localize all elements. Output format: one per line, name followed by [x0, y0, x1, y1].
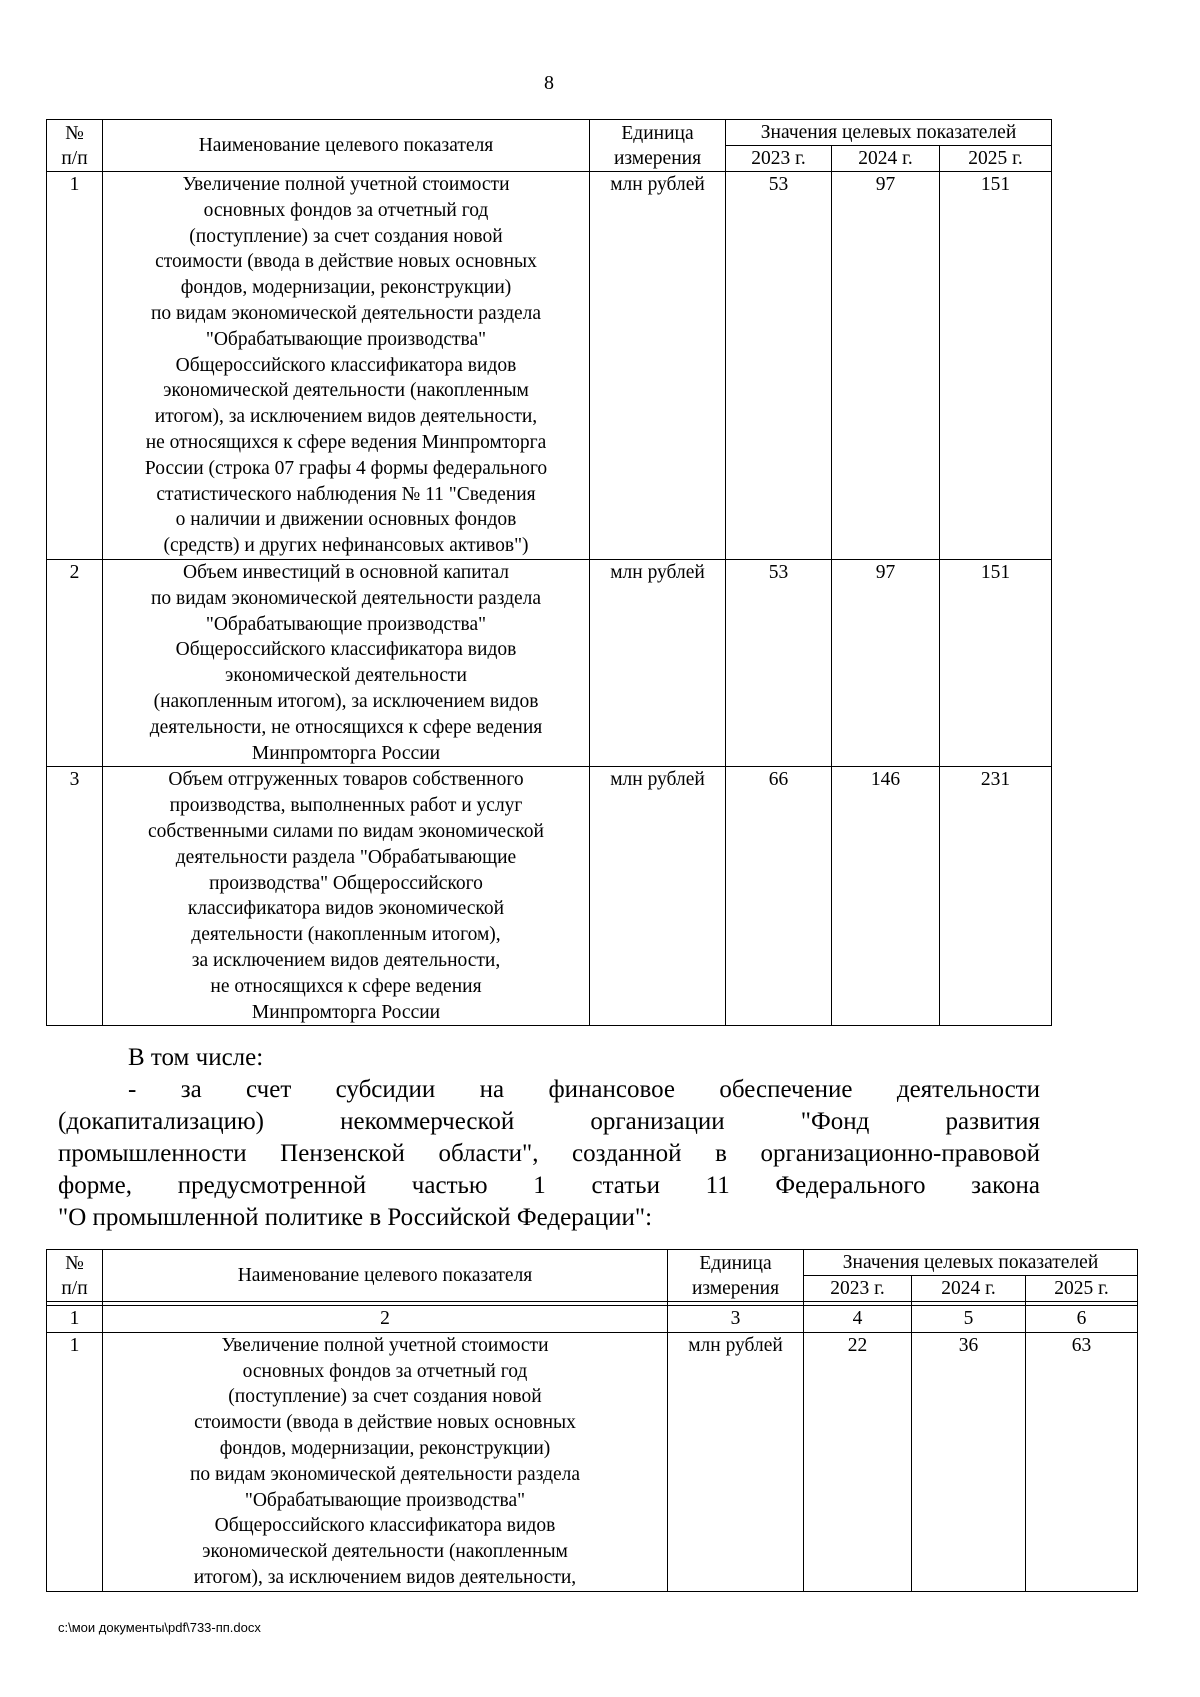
- paragraph-line: промышленности Пензенской области", созданной в организационно-правовой: [58, 1140, 1040, 1167]
- table-row: [47, 559, 1052, 766]
- header-year-2024: 2024 г.: [912, 1276, 1026, 1302]
- row-unit: млн рублей: [668, 1332, 804, 1591]
- target-indicators-table: [46, 119, 1052, 1026]
- row-value-2023: 53: [726, 172, 832, 560]
- header-year-2023: 2023 г.: [804, 1276, 912, 1302]
- row-unit: млн рублей: [590, 172, 726, 560]
- row-value-2025: 63: [1026, 1332, 1138, 1591]
- table-row: [47, 172, 1052, 560]
- header-year-2025: 2025 г.: [940, 146, 1052, 172]
- row-num: 2: [47, 559, 103, 766]
- table-row: [47, 1332, 1138, 1591]
- column-number: 6: [1026, 1306, 1138, 1333]
- row-name: Увеличение полной учетной стоимости основных фондов за отчетный год (поступление) за счет создания новой стоимости (ввода в действие новых основных фондов, модернизации, реконструкции) по видам экономической деятельности раздела "Обрабатывающие производства" Общероссийского классификатора видов экономической деятельности (накопленным итогом), за исключением видов деятельности,: [103, 1332, 668, 1591]
- table-header-row: [47, 120, 1052, 146]
- row-value-2025: 231: [940, 767, 1052, 1026]
- subsidy-indicators-table: [46, 1249, 1138, 1592]
- row-value-2023: 66: [726, 767, 832, 1026]
- header-year-2024: 2024 г.: [832, 146, 940, 172]
- header-num: № п/п: [47, 1250, 103, 1302]
- table-header-row: [47, 1250, 1138, 1276]
- paragraph-line: - за счет субсидии на финансовое обеспечение деятельности: [128, 1076, 1040, 1103]
- paragraph-line: форме, предусмотренной частью 1 статьи 11 Федерального закона: [58, 1172, 1040, 1199]
- column-numbers-row: [47, 1306, 1138, 1333]
- row-value-2025: 151: [940, 559, 1052, 766]
- row-unit: млн рублей: [590, 559, 726, 766]
- header-unit: Единица измерения: [668, 1250, 804, 1302]
- file-path-footer: c:\мои документы\pdf\733-пп.docx: [58, 1620, 261, 1635]
- row-num: 3: [47, 767, 103, 1026]
- header-name: Наименование целевого показателя: [103, 120, 590, 172]
- column-number: 2: [103, 1306, 668, 1333]
- row-num: 1: [47, 172, 103, 560]
- column-number: 4: [804, 1306, 912, 1333]
- row-name: Объем инвестиций в основной капитал по видам экономической деятельности раздела "Обрабатывающие производства" Общероссийского классификатора видов экономической деятельности (накопленным итогом), за исключением видов деятельности, не относящихся к сфере ведения Минпромторга России: [103, 559, 590, 766]
- header-name: Наименование целевого показателя: [103, 1250, 668, 1302]
- column-number: 1: [47, 1306, 103, 1333]
- row-name: Увеличение полной учетной стоимости основных фондов за отчетный год (поступление) за счет создания новой стоимости (ввода в действие новых основных фондов, модернизации, реконструкции) по видам экономической деятельности раздела "Обрабатывающие производства" Общероссийского классификатора видов экономической деятельности (накопленным итогом), за исключением видов деятельности, не относящихся к сфере ведения Минпромторга России (строка 07 графы 4 формы федерального статистического наблюдения № 11 "Сведения о наличии и движении основных фондов (средств) и других нефинансовых активов"): [103, 172, 590, 560]
- table-row: [47, 767, 1052, 1026]
- row-value-2024: 97: [832, 172, 940, 560]
- column-number: 5: [912, 1306, 1026, 1333]
- row-value-2025: 151: [940, 172, 1052, 560]
- row-num: 1: [47, 1332, 103, 1591]
- header-unit: Единица измерения: [590, 120, 726, 172]
- row-value-2023: 22: [804, 1332, 912, 1591]
- row-value-2024: 146: [832, 767, 940, 1026]
- column-number: 3: [668, 1306, 804, 1333]
- row-unit: млн рублей: [590, 767, 726, 1026]
- row-name: Объем отгруженных товаров собственного производства, выполненных работ и услуг собственными силами по видам экономической деятельности раздела "Обрабатывающие производства" Общероссийского классификатора видов экономической деятельности (накопленным итогом), за исключением видов деятельности, не относящихся к сфере ведения Минпромторга России: [103, 767, 590, 1026]
- page-number: 8: [544, 72, 554, 94]
- row-value-2024: 36: [912, 1332, 1026, 1591]
- header-year-2023: 2023 г.: [726, 146, 832, 172]
- header-values-group: Значения целевых показателей: [804, 1250, 1138, 1276]
- row-value-2023: 53: [726, 559, 832, 766]
- header-num: № п/п: [47, 120, 103, 172]
- header-values-group: Значения целевых показателей: [726, 120, 1052, 146]
- header-year-2025: 2025 г.: [1026, 1276, 1138, 1302]
- paragraph-line: "О промышленной политике в Российской Федерации":: [58, 1204, 653, 1231]
- paragraph-body: [58, 1074, 1040, 1234]
- row-value-2024: 97: [832, 559, 940, 766]
- paragraph-intro: В том числе:: [128, 1044, 264, 1071]
- paragraph-line: (докапитализацию) некоммерческой организации "Фонд развития: [58, 1108, 1040, 1135]
